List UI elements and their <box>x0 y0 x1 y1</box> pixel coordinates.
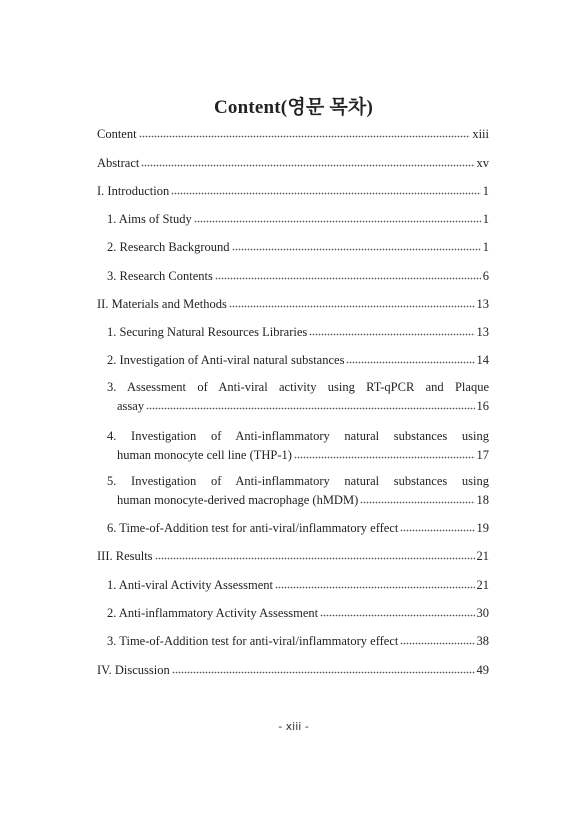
toc-entry-label: II. Materials and Methods <box>97 297 227 311</box>
toc-page-number: xv <box>476 156 489 170</box>
toc-page-number: 13 <box>476 325 489 339</box>
toc-entry-label-continued: assay <box>117 399 145 413</box>
dot-leader <box>309 329 474 339</box>
dot-leader <box>320 610 474 620</box>
toc-entry-abstract[interactable] <box>97 155 489 171</box>
toc-page-number: 19 <box>476 521 489 535</box>
toc-page-number: 6 <box>482 269 489 283</box>
toc-entry-label: 2. Anti-inflammatory Activity Assessment <box>107 606 319 620</box>
toc-entry-label: 1. Securing Natural Resources Libraries <box>107 325 308 339</box>
toc-page-number: 18 <box>476 493 489 507</box>
toc-page-number: 1 <box>482 212 489 226</box>
toc-page-number: 30 <box>476 606 489 620</box>
toc-entry-continuation <box>107 491 489 510</box>
toc-page-number: 1 <box>482 184 489 198</box>
toc-page-number: 14 <box>476 353 489 367</box>
dot-leader <box>194 216 481 226</box>
dot-leader <box>346 357 474 367</box>
toc-entry-investigation-hmdm[interactable] <box>107 472 489 510</box>
dot-leader <box>360 498 474 508</box>
toc-entry-continuation <box>107 397 489 416</box>
toc-page-number: 21 <box>476 549 489 563</box>
dot-leader <box>215 273 481 283</box>
toc-page-number: xiii <box>472 127 489 141</box>
toc-entry-label-continued: human monocyte-derived macrophage (hMDM) <box>117 493 359 507</box>
dot-leader <box>294 453 475 463</box>
toc-entry-materials[interactable] <box>97 296 489 312</box>
toc-entry-label: 3. Assessment of Anti-viral activity using RT-qPCR and Plaque <box>107 380 489 394</box>
toc-entry-label: 3. Research Contents <box>107 269 213 283</box>
toc-entry-label: 6. Time-of-Addition test for anti-viral/inflammatory effect <box>107 521 399 535</box>
toc-entry-background[interactable] <box>107 239 489 255</box>
toc-entry-label: 4. Investigation of Anti-inflammatory natural substances using <box>107 429 489 443</box>
dot-leader <box>229 301 475 311</box>
toc-entry-label: Abstract <box>97 156 140 170</box>
toc-entry-aims[interactable] <box>107 211 489 227</box>
toc-entry-discussion[interactable] <box>97 662 489 678</box>
toc-entry-investigation-thp1[interactable] <box>107 427 489 465</box>
toc-entry-label-continued: human monocyte cell line (THP-1) <box>117 448 292 462</box>
toc-page-number: 16 <box>476 399 489 413</box>
toc-entry-label: 3. Time-of-Addition test for anti-viral/inflammatory effect <box>107 634 399 648</box>
toc-entry-research-contents[interactable] <box>107 268 489 284</box>
toc-entry-time-of-addition-methods[interactable] <box>107 520 489 536</box>
dot-leader <box>275 582 475 592</box>
page-title: Content(영문 목차) <box>213 97 374 118</box>
toc-entry-time-of-addition-results[interactable] <box>107 633 489 649</box>
toc-page-number: 1 <box>482 240 489 254</box>
page-footer: - xiii - <box>278 720 309 733</box>
toc-entry-securing[interactable] <box>107 324 489 340</box>
toc-entry-content[interactable] <box>97 126 489 142</box>
toc-entry-antiviral-activity[interactable] <box>107 577 489 593</box>
toc-entry-continuation <box>107 446 489 465</box>
toc-page-number: 13 <box>476 297 489 311</box>
toc-entry-label: 5. Investigation of Anti-inflammatory natural substances using <box>107 474 489 488</box>
dot-leader <box>400 525 474 535</box>
toc-page-number: 38 <box>476 634 489 648</box>
toc-entry-assessment-antiviral[interactable] <box>107 378 489 416</box>
dot-leader <box>400 638 474 648</box>
toc-page-number: 21 <box>476 578 489 592</box>
dot-leader <box>146 404 474 414</box>
toc-entry-label: 2. Research Background <box>107 240 230 254</box>
toc-entry-label: III. Results <box>97 549 153 563</box>
toc-entry-label: IV. Discussion <box>97 663 170 677</box>
toc-page-number: 49 <box>476 663 489 677</box>
dot-leader <box>141 160 474 170</box>
toc-page-number: 17 <box>476 448 489 462</box>
toc-entry-antiinflammatory-activity[interactable] <box>107 605 489 621</box>
dot-leader <box>172 667 475 677</box>
dot-leader <box>171 188 481 198</box>
toc-entry-label: I. Introduction <box>97 184 170 198</box>
toc-entry-investigation-antiviral[interactable] <box>107 352 489 368</box>
dot-leader <box>155 553 475 563</box>
toc-entry-introduction[interactable] <box>97 183 489 199</box>
dot-leader <box>232 244 481 254</box>
toc-entry-label: 1. Anti-viral Activity Assessment <box>107 578 273 592</box>
dot-leader <box>139 131 471 141</box>
toc-entry-results[interactable] <box>97 548 489 564</box>
toc-entry-label: 2. Investigation of Anti-viral natural substances <box>107 353 345 367</box>
toc-entry-label: Content <box>97 127 137 141</box>
toc-entry-label: 1. Aims of Study <box>107 212 192 226</box>
